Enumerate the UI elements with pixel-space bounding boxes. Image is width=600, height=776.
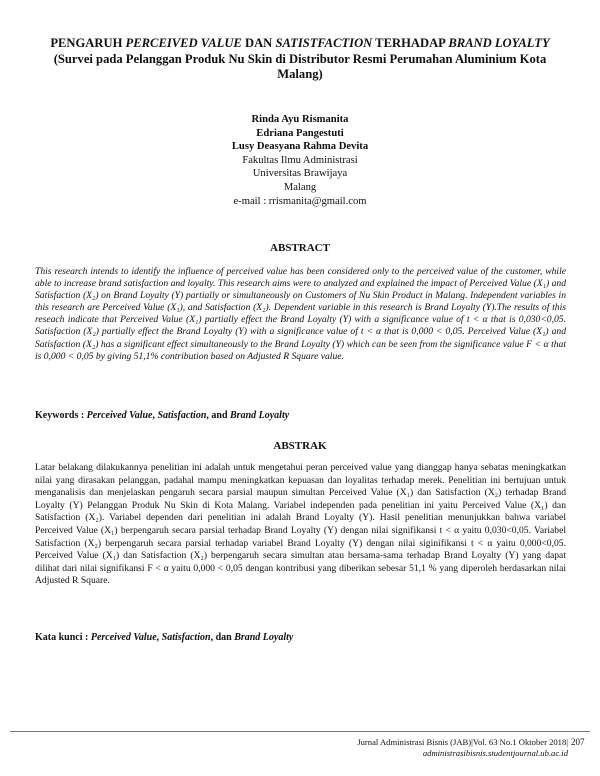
- keyword: Satisfaction: [157, 410, 207, 421]
- author-email: e-mail : rrismanita@gmail.com: [233, 195, 367, 207]
- keyword-sep: ,: [152, 410, 158, 421]
- keyword: Perceived Value: [90, 632, 157, 643]
- page-number: 207: [571, 737, 585, 747]
- paper-subtitle: (Survei pada Pelanggan Produk Nu Skin di Distributor Resmi Perumahan Aluminium Kota Malang): [53, 51, 547, 81]
- affiliation-line: Universitas Brawijaya: [252, 168, 348, 180]
- keyword: Perceived Value: [86, 410, 153, 421]
- title-part: TERHADAP: [372, 36, 449, 50]
- title-part: SATISTFACTION: [275, 36, 373, 50]
- author-name: Lusy Deasyana Rahma Devita: [231, 141, 369, 153]
- abstract-text: [35, 266, 566, 363]
- keyword: Satisfaction: [161, 632, 211, 643]
- keyword-sep: , and: [206, 410, 231, 421]
- abstrak-paragraph: Latar belakang dilakukannya penelitian ini adalah untuk mengetahui peran perceived value yang dianggap hanya sebatas meningkatkan nilai yang dirasakan pelanggan, padahal mampu meningkatkan kepuasan dan loyalitas terhadap merek. Penelitian ini bertujuan untuk menganalisis dan menjelaskan pengaruh secara parsial maupun simultan Perceived Value (X₁) dan Satisfaction (X₂) terhadap Brand Loyalty (Y) Pelanggan Produk Nu Skin di Kota Malang. Variabel independen pada penelitian ini yaitu Perceived Value (X₁) dan Satisfaction (X₂). Variabel dependen dari penelitian ini adalah Brand Loyalty (Y). Hasil penelitian menunjukkan bahwa variabel Perceived Value (X₁) berpengaruh secara parsial terhadap Brand Loyalty (Y) dengan nilai signifikansi t < α yaitu 0,030<0,05. Variabel Satisfaction (X₂) berpengaruh secara parsial terhadap variabel Brand Loyalty (Y) dengan nilai siginifikansi t < α yaitu 0,000<0,05. Perceived Value (X₁) dan Satisfaction (X₂) berpengaruh secara simultan atau bersama-sama terhadap Brand Loyalty (Y) yang dapat dilihat dari nilai signifikansi F < α yaitu 0,000 < 0,05 dengan kontribusi yang diberikan sebesar 51,1 % yang diperoleh berdasarkan nilai Adjusted R Square.: [35, 462, 566, 587]
- abstract-paragraph: This research intends to identify the influence of perceived value has been considered only to the perceived value of the customer, while able to increase brand satisfaction and loyalty. This research aims were to analyzed and explained the impact of Perceived Value (X₁) and Satisfaction (X₂) on Brand Loyalty (Y) partially or simultaneously on Customers of Nu Skin Product in Malang. Independent variables in this research are Perceived Value (X₁), and Satisfaction (X₂). Dependent variable in this research is Brand Loyalty (Y).The results of this reseach indicate that Perceived Value (X₁) partially effect the Brand Loyalty (Y) with a significance value of t < α that is 0,030<0,05. Satisfaction (X₂) partially effect the Brand Loyalty (Y) with a significance value of t < α that is 0,000 < 0,05. Perceived Value (X₁) and Satisfaction (X₂) has a significant effect simultaneously to the Brand Loyalty (Y) which can be seen from the significance value F < α that is 0,000 < 0,05 by giving 51,1% contribution based on Adjusted R Square value.: [35, 266, 566, 362]
- affiliation-line: Fakultas Ilmu Administrasi: [242, 154, 358, 166]
- keyword: Brand Loyalty: [230, 410, 290, 421]
- author-name: Rinda Ayu Rismanita: [251, 114, 349, 125]
- paper-title: [40, 36, 560, 83]
- keywords-label: Kata kunci :: [35, 632, 91, 643]
- title-part: PERCEIVED VALUE: [125, 36, 242, 50]
- keyword-sep: ,: [156, 632, 162, 643]
- footer-divider: [10, 731, 590, 732]
- title-part: PENGARUH: [50, 36, 126, 50]
- title-part: DAN: [241, 36, 276, 50]
- affiliation-line: Malang: [283, 181, 317, 193]
- keyword-sep: , dan: [210, 632, 235, 643]
- title-part: BRAND LOYALTY: [448, 36, 550, 50]
- journal-citation: Jurnal Administrasi Bisnis (JAB)|Vol. 63 No.1 Oktober 2018|: [357, 737, 568, 747]
- kata-kunci-line: [35, 632, 566, 643]
- keyword: Brand Loyalty: [234, 632, 294, 643]
- abstrak-text: [35, 462, 566, 588]
- author-block: [0, 113, 600, 208]
- keywords-label: Keywords :: [35, 410, 87, 421]
- journal-url: administrasibisnis.studentjournal.ub.ac.id: [422, 748, 568, 758]
- keywords-line: [35, 410, 566, 421]
- abstrak-heading: ABSTRAK: [273, 440, 327, 452]
- page-footer: [357, 737, 568, 759]
- abstract-heading: ABSTRACT: [270, 242, 330, 254]
- author-name: Edriana Pangestuti: [256, 127, 344, 139]
